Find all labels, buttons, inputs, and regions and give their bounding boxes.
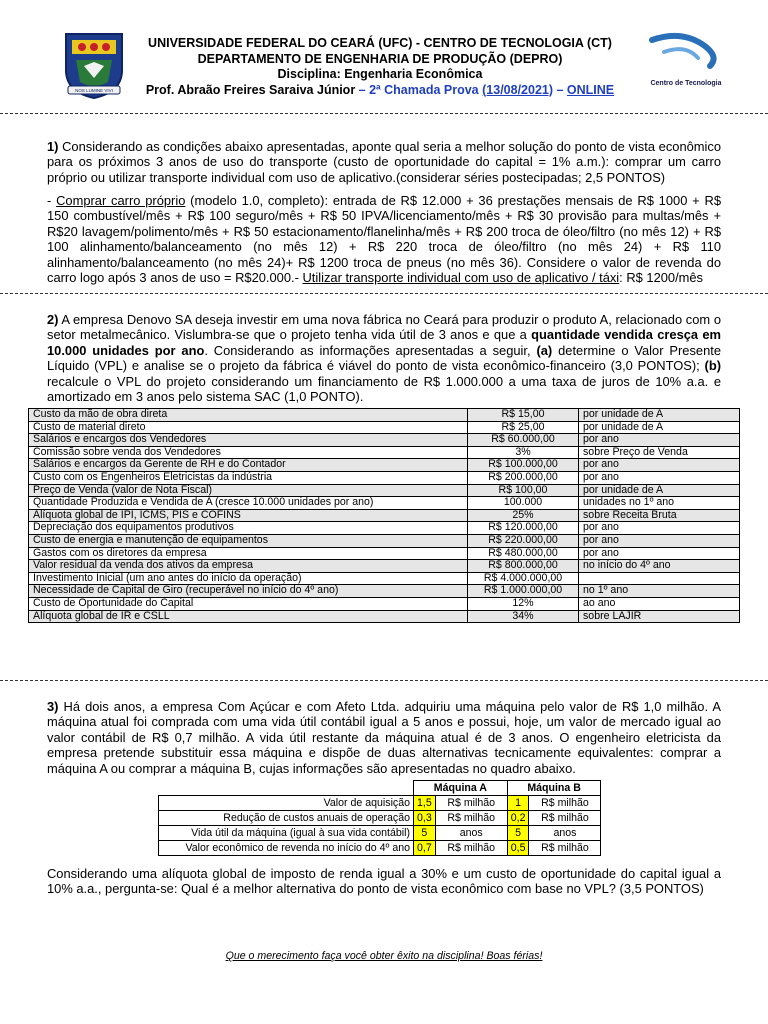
q1-number: 1) [47, 139, 59, 154]
table-row [159, 841, 601, 856]
q1-car-label: Comprar carro próprio [56, 193, 186, 208]
row-value: R$ 800.000,00 [468, 560, 579, 573]
table-row [29, 509, 740, 522]
row-unit: sobre Preço de Venda [579, 446, 740, 459]
machine-a-unit: R$ milhão [435, 811, 507, 826]
row-value: 100.000 [468, 497, 579, 510]
machine-b-unit: R$ milhão [529, 811, 601, 826]
table-row [29, 434, 740, 447]
q1-app-label: Utilizar transporte individual com uso de aplicativo / táxi [302, 270, 620, 286]
machine-a-value: 0,7 [414, 841, 436, 856]
q2-text-d: recalcule o VPL do projeto considerando um financiamento de R$ 1.000.000 a uma taxa de juros de 10% a.a. e amortizado em 3 anos pelo sistema SAC (1,0 PONTO). [47, 373, 721, 405]
machine-b-value: 1 [507, 796, 529, 811]
row-unit: por ano [579, 547, 740, 560]
row-unit [579, 572, 740, 585]
divider-top [0, 113, 768, 114]
row-unit: por ano [579, 522, 740, 535]
question-3 [47, 699, 721, 776]
table-row [159, 826, 601, 841]
q1-app-text: : R$ 1200/mês [619, 270, 704, 286]
q1-car-text: (modelo 1.0, completo): entrada de R$ 12.000 + 36 prestações mensais de R$ 1000 + R$ 150 combustível/mês + R$ 100 seguro/mês + R$ 50 IPVA/licenciamento/mês + R$ 30 provisão para multas/mês + R$20 lavagem/polimento/mês + R$ 50 estacionamento/flanelinha/mês + R$ 200 troca de óleo/filtro (no mês 12) + R$ 100 alinhamento/balanceamento (no mês 12) + R$ 220 troca de óleo/filtro (no mês 24) + R$ 110 alinhamento/balanceamento (no mês 24)+ R$ 1200 troca de pneus (no mês 36). Considere o valor de revenda do carro logo após 3 anos de uso = R$20.000.- [47, 193, 721, 286]
row-unit: sobre Receita Bruta [579, 509, 740, 522]
machine-row-label: Valor econômico de revenda no início do 4º ano [159, 841, 414, 856]
row-value: R$ 100,00 [468, 484, 579, 497]
table-row [29, 572, 740, 585]
row-unit: por unidade de A [579, 421, 740, 434]
machine-b-unit: anos [529, 826, 601, 841]
table-row [29, 610, 740, 623]
question-1-details [47, 193, 721, 285]
row-item: Salários e encargos dos Vendedores [29, 434, 468, 447]
row-item: Custo da mão de obra direta [29, 409, 468, 422]
q2-bold-c: (b) [704, 358, 721, 374]
q2-bold-b: (a) [536, 342, 553, 358]
table-row [29, 497, 740, 510]
row-unit: ao ano [579, 597, 740, 610]
q1-lead: - [47, 193, 57, 208]
row-item: Depreciação dos equipamentos produtivos [29, 522, 468, 535]
row-item: Custo de Oportunidade do Capital [29, 597, 468, 610]
table-row [29, 534, 740, 547]
row-item: Custo de energia e manutenção de equipamentos [29, 534, 468, 547]
divider-q1-q2 [0, 293, 768, 294]
row-value: 34% [468, 610, 579, 623]
q2-text-b: . Considerando as informações apresentadas a seguir, [204, 342, 537, 358]
table-row [29, 585, 740, 598]
row-value: R$ 220.000,00 [468, 534, 579, 547]
svg-text:NOS LUMINE VIVI: NOS LUMINE VIVI [75, 88, 113, 93]
header-university: UNIVERSIDADE FEDERAL DO CEARÁ (UFC) - CENTRO DE TECNOLOGIA (CT) [148, 36, 612, 50]
question-3-prompt: Considerando uma alíquota global de imposto de renda igual a 30% e um custo de oportunidade do capital igual a 10% a.a., pergunta-se: Qual é a melhor alternativa do ponto de vista econômico com base no VPL? (3,5 PONTOS) [47, 866, 721, 897]
row-value: 12% [468, 597, 579, 610]
row-value: R$ 100.000,00 [468, 459, 579, 472]
header-department: DEPARTAMENTO DE ENGENHARIA DE PRODUÇÃO (DEPRO) [197, 51, 563, 66]
q2-text-c: determine o Valor Presente Líquido (VPL) e analise se o projeto da fábrica é viável do ponto de vista econômico-financeiro (3,0 PONTOS); [47, 342, 721, 374]
row-item: Salários e encargos da Gerente de RH e do Contador [29, 459, 468, 472]
row-value: R$ 60.000,00 [468, 434, 579, 447]
row-item: Custo com os Engenheiros Eletricistas da indústria [29, 471, 468, 484]
machine-b-value: 5 [507, 826, 529, 841]
table-row [159, 811, 601, 826]
question-2 [47, 312, 721, 404]
row-item: Alíquota global de IPI, ICMS, PIS e COFINS [29, 509, 468, 522]
centro-de-tecnologia-logo [624, 30, 742, 90]
logo-right-caption: Centro de Tecnologia [650, 80, 722, 87]
row-unit: no início do 4º ano [579, 560, 740, 573]
machine-row-label: Valor de aquisição [159, 796, 414, 811]
q1-text: Considerando as condições abaixo apresentadas, aponte qual seria a melhor solução do ponto de vista econômico para os próximos 3 anos de uso do transporte (custo de oportunidade do capital = 1% a.m.): comprar um carro próprio ou utilizar transporte individual com uso de aplicativo.(considerar séries postecipadas; 2,5 PONTOS) [47, 139, 721, 185]
question-1 [47, 139, 721, 185]
machine-a-value: 5 [414, 826, 436, 841]
project-data-table [28, 408, 740, 623]
row-unit: por ano [579, 459, 740, 472]
header-separator: – [355, 82, 370, 97]
machine-a-value: 1,5 [414, 796, 436, 811]
row-unit: por ano [579, 534, 740, 547]
ufc-crest-logo [62, 30, 126, 100]
header-professor-line [130, 83, 630, 99]
row-value: R$ 15,00 [468, 409, 579, 422]
row-value: R$ 120.000,00 [468, 522, 579, 535]
machine-a-unit: R$ milhão [435, 841, 507, 856]
table-row [29, 409, 740, 422]
table-row [29, 522, 740, 535]
row-item: Investimento Inicial (um ano antes do início da operação) [29, 572, 468, 585]
table-row [29, 484, 740, 497]
header-discipline: Disciplina: Engenharia Econômica [277, 67, 483, 81]
table-row [29, 597, 740, 610]
row-item: Necessidade de Capital de Giro (recuperável no início do 4º ano) [29, 585, 468, 598]
header-date: (13/08/2021) [482, 82, 554, 97]
machine-b-value: 0,5 [507, 841, 529, 856]
header-professor: Prof. Abraão Freires Saraiva Júnior [145, 82, 356, 97]
row-unit: por unidade de A [579, 484, 740, 497]
machine-b-unit: R$ milhão [529, 841, 601, 856]
row-item: Valor residual da venda dos ativos da empresa [29, 560, 468, 573]
row-unit: no 1º ano [579, 585, 740, 598]
table-row [159, 796, 601, 811]
machine-comparison-table [158, 780, 601, 856]
machine-a-unit: R$ milhão [435, 796, 507, 811]
machine-a-unit: anos [435, 826, 507, 841]
row-item: Preço de Venda (valor de Nota Fiscal) [29, 484, 468, 497]
row-item: Custo de material direto [29, 421, 468, 434]
machine-a-value: 0,3 [414, 811, 436, 826]
machine-row-label: Vida útil da máquina (igual à sua vida contábil) [159, 826, 414, 841]
header-separator-2: – [553, 82, 567, 97]
row-unit: por ano [579, 434, 740, 447]
machine-b-unit: R$ milhão [529, 796, 601, 811]
row-unit: sobre LAJIR [579, 610, 740, 623]
row-unit: por ano [579, 471, 740, 484]
row-value: R$ 1.000.000,00 [468, 585, 579, 598]
header-mode: ONLINE [566, 82, 615, 97]
row-item: Quantidade Produzida e Vendida de A (cresce 10.000 unidades por ano) [29, 497, 468, 510]
row-item: Alíquota global de IR e CSLL [29, 610, 468, 623]
machine-b-value: 0,2 [507, 811, 529, 826]
row-value: R$ 200.000,00 [468, 471, 579, 484]
divider-q2-q3 [0, 680, 768, 681]
row-unit: unidades no 1º ano [579, 497, 740, 510]
footer-message: Que o merecimento faça você obter êxito na disciplina! Boas férias! [225, 950, 543, 962]
row-value: R$ 4.000.000,00 [468, 572, 579, 585]
table-row [29, 421, 740, 434]
table-row [29, 547, 740, 560]
row-unit: por unidade de A [579, 409, 740, 422]
q2-number: 2) [47, 312, 59, 327]
row-value: 3% [468, 446, 579, 459]
row-value: 25% [468, 509, 579, 522]
table-row [29, 560, 740, 573]
header-exam: 2ª Chamada Prova [369, 82, 479, 97]
table-row [29, 471, 740, 484]
machine-table-header [159, 781, 601, 796]
q2-text-a: A empresa Denovo SA deseja investir em uma nova fábrica no Ceará para produzir o produto A, relacionado com o setor metalmecânico. Vislumbra-se que o projeto tenha vida útil de 3 anos e que a [47, 312, 721, 343]
table-row [29, 459, 740, 472]
document-header [130, 36, 630, 98]
table-row [29, 446, 740, 459]
col-machine-b: Máquina B [507, 781, 601, 796]
blank-header-cell [159, 781, 414, 796]
row-value: R$ 480.000,00 [468, 547, 579, 560]
q3-text: Há dois anos, a empresa Com Açúcar e com Afeto Ltda. adquiriu uma máquina pelo valor de R$ 1,0 milhão. A máquina atual foi comprada com uma vida útil contábil igual a 5 anos e possui, hoje, um valor de mercado igual ao valor contábil de R$ 0,7 milhão. A vida útil restante da máquina atual é de 3 anos. O engenheiro eletricista da empresa pretende substituir essa máquina e dispõe de duas alternativas tecnicamente equivalentes: comprar a máquina A ou comprar a máquina B, cujas informações são apresentadas no quadro abaixo. [47, 699, 721, 776]
q2-bold-a: quantidade vendida cresça em 10.000 unidades por ano [47, 327, 722, 358]
row-item: Gastos com os diretores da empresa [29, 547, 468, 560]
col-machine-a: Máquina A [414, 781, 508, 796]
row-item: Comissão sobre venda dos Vendedores [29, 446, 468, 459]
machine-row-label: Redução de custos anuais de operação [159, 811, 414, 826]
q3-number: 3) [47, 699, 59, 714]
row-value: R$ 25,00 [468, 421, 579, 434]
